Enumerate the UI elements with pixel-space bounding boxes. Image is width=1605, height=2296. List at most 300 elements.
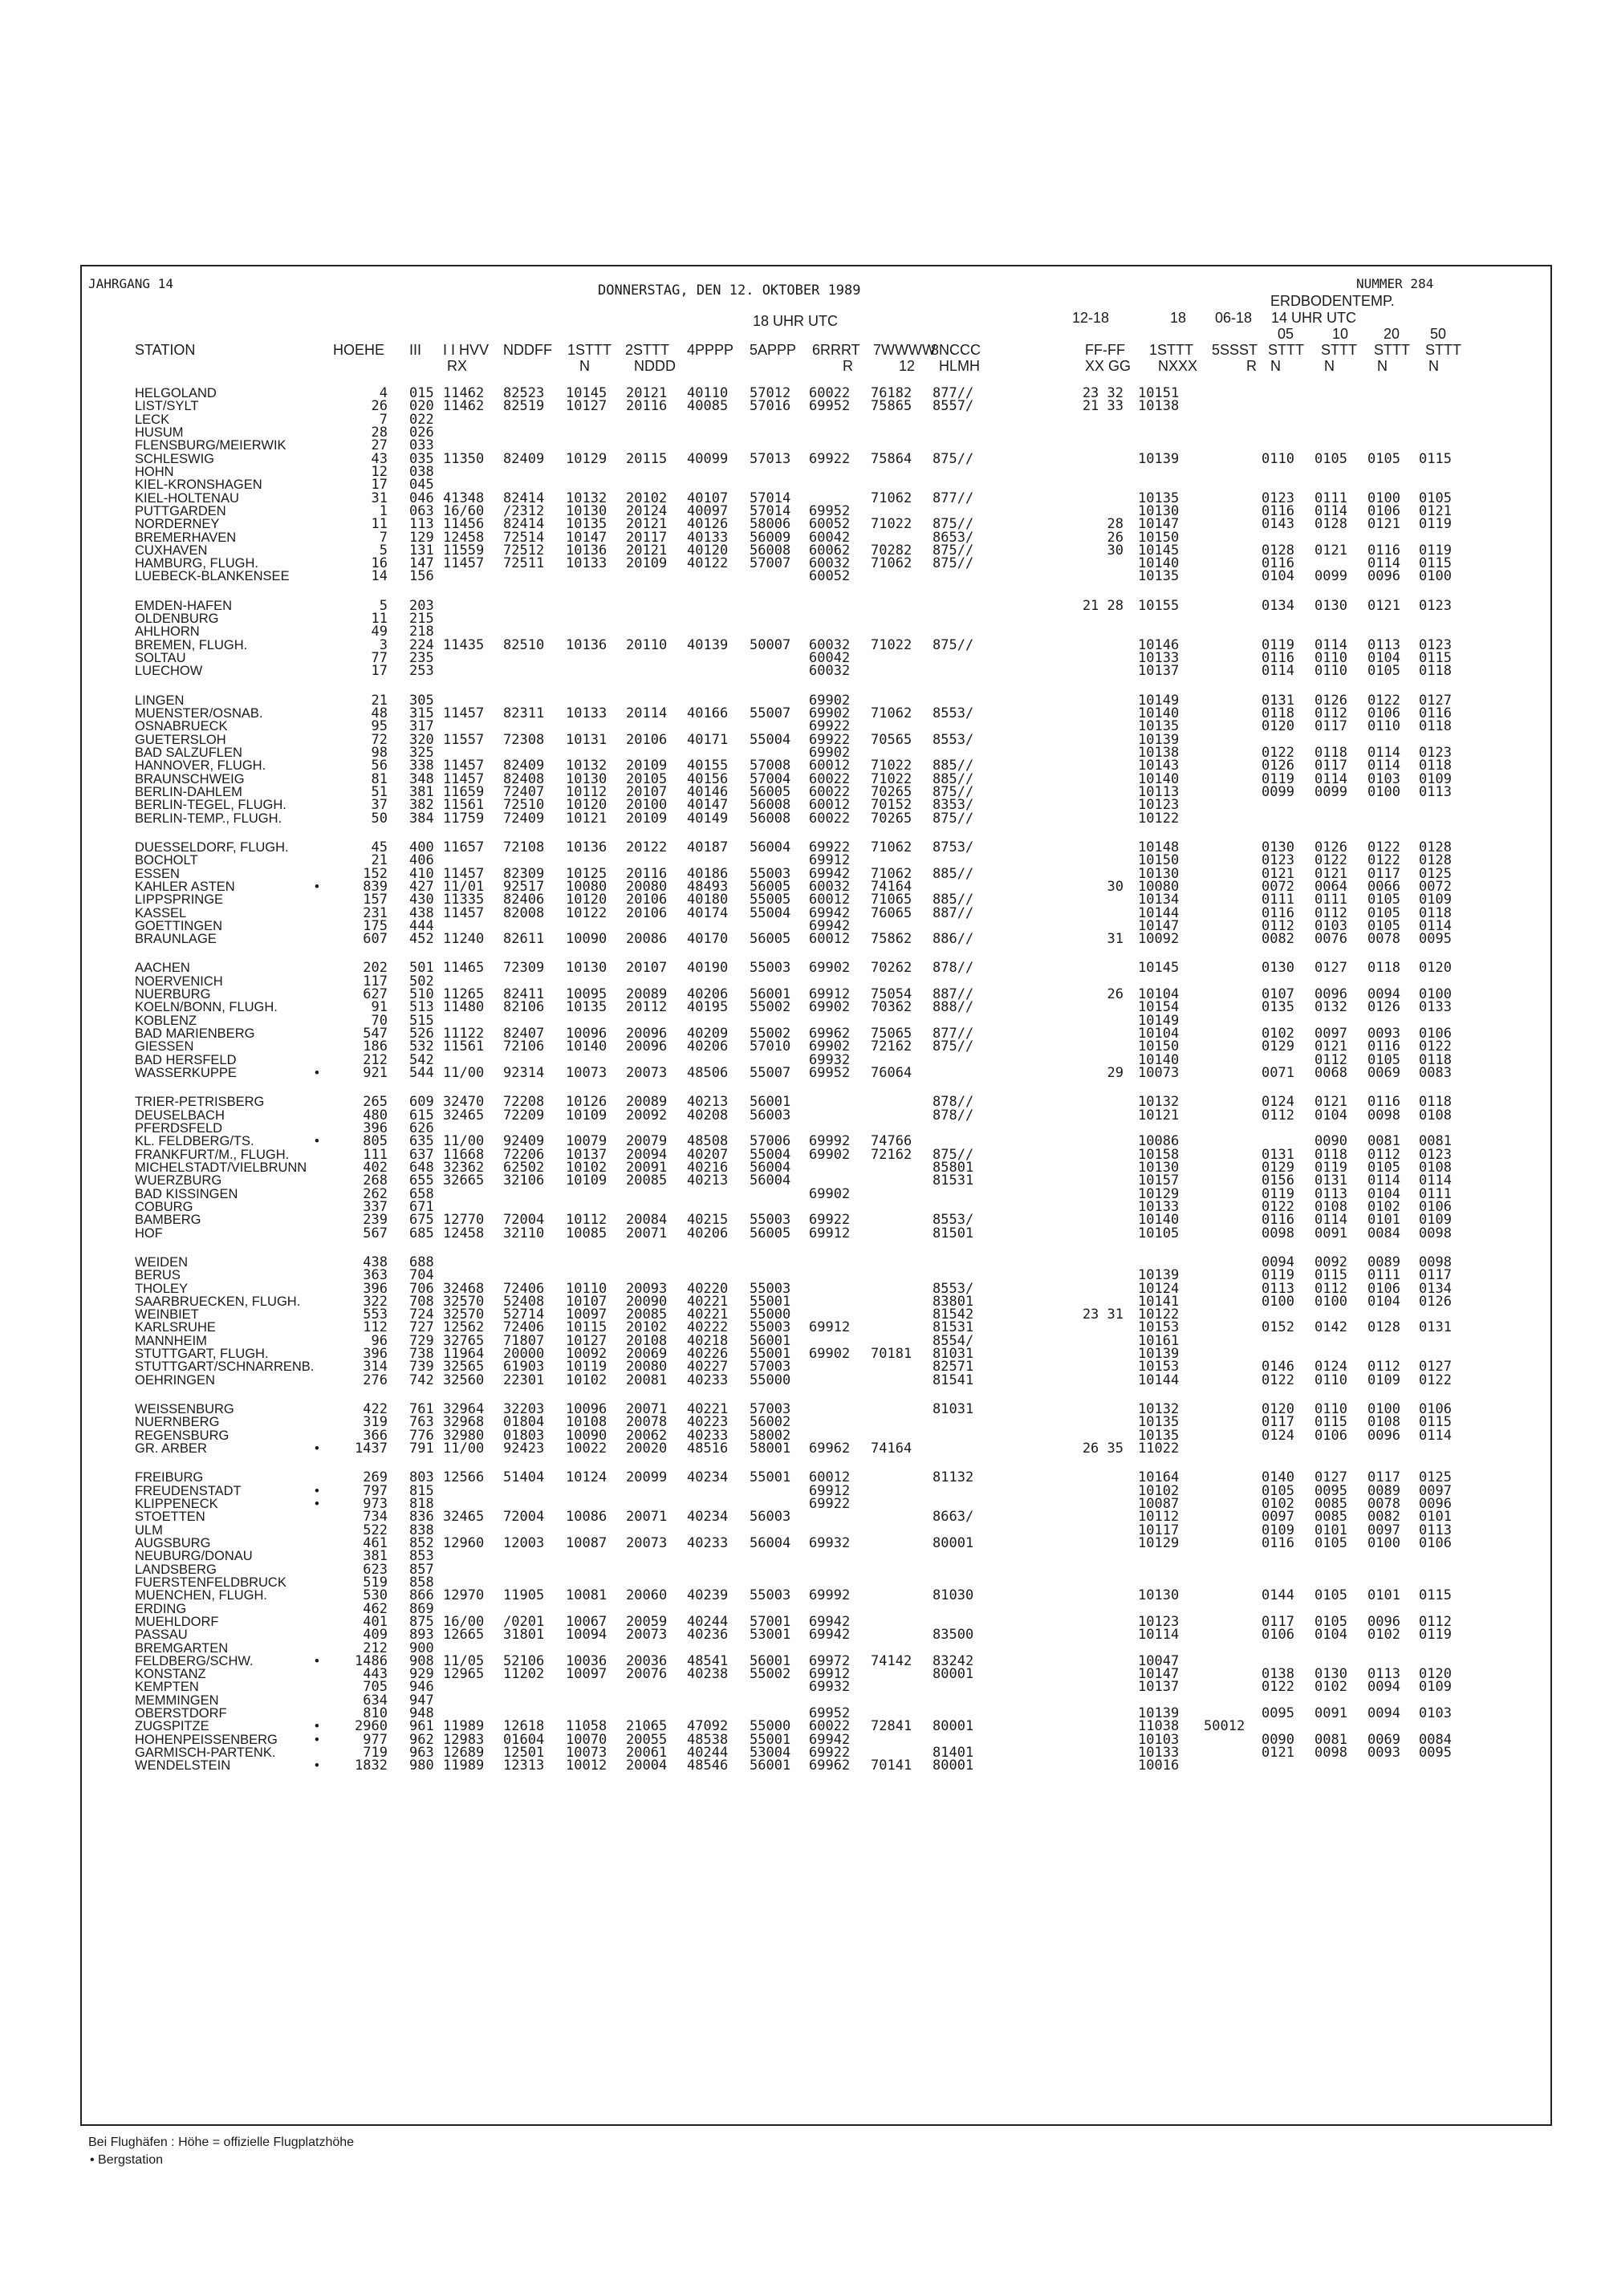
table-cell: 0106	[1419, 1026, 1452, 1042]
table-cell: 839	[363, 878, 388, 895]
table-cell: 0128	[1314, 516, 1347, 533]
table-cell: 11561	[443, 1038, 485, 1055]
station-name: CUXHAVEN	[135, 543, 208, 558]
table-cell: 75865	[871, 398, 912, 415]
table-cell: 878//	[933, 1094, 974, 1111]
depth-20: 20	[1384, 326, 1400, 342]
table-cell: 57010	[750, 1038, 791, 1055]
table-cell: 55005	[750, 892, 791, 908]
table-cell: 72209	[503, 1107, 545, 1124]
table-cell: 857	[409, 1561, 434, 1578]
table-cell: 530	[363, 1587, 388, 1604]
table-cell: 973	[363, 1496, 388, 1512]
table-cell: 61903	[503, 1359, 545, 1376]
table-cell: 69942	[809, 1613, 851, 1630]
table-cell: 0110	[1262, 450, 1294, 467]
table-cell: 810	[363, 1705, 388, 1722]
station-name: ZUGSPITZE	[135, 1719, 209, 1734]
table-cell: 56	[371, 758, 388, 774]
table-cell: 10012	[566, 1758, 607, 1774]
table-cell: 0122	[1262, 1198, 1294, 1215]
table-cell: 10109	[566, 1107, 607, 1124]
table-cell: 0083	[1419, 1065, 1452, 1082]
table-cell: 0117	[1367, 1469, 1400, 1486]
table-cell: 20090	[626, 1293, 668, 1310]
table-cell: 20116	[626, 865, 668, 882]
table-cell: 10127	[566, 1332, 607, 1349]
table-cell: 0122	[1262, 745, 1294, 761]
table-cell: 381	[409, 783, 434, 800]
table-cell: 69902	[809, 1038, 851, 1055]
table-cell: 553	[363, 1306, 388, 1323]
table-cell: 0119	[1262, 770, 1294, 787]
table-cell: 501	[409, 960, 434, 977]
col-12: 12	[899, 358, 916, 374]
table-cell: 0117	[1367, 865, 1400, 882]
table-cell: 402	[363, 1159, 388, 1176]
table-cell: 40244	[687, 1745, 729, 1762]
table-cell: 0100	[1419, 568, 1452, 585]
table-cell: 0097	[1314, 1026, 1347, 1042]
table-cell: 875//	[933, 810, 974, 827]
table-cell: 269	[363, 1469, 388, 1486]
table-cell: 526	[409, 1026, 434, 1042]
table-cell: 57014	[750, 490, 791, 506]
table-cell: 10114	[1138, 1627, 1180, 1644]
mountain-station-marker: •	[315, 1758, 319, 1774]
table-cell: 10147	[1138, 917, 1180, 934]
table-cell: 85801	[933, 1159, 974, 1176]
table-cell: 40206	[687, 986, 729, 1003]
table-cell: 10140	[1138, 555, 1180, 572]
table-cell: 55001	[750, 1469, 791, 1486]
station-name: HOHENPEISSENBERG	[135, 1732, 278, 1747]
station-name: BERLIN-TEMP., FLUGH.	[135, 811, 282, 826]
table-cell: 20106	[626, 731, 668, 748]
table-cell: 82311	[503, 705, 545, 722]
table-cell: 0120	[1262, 1401, 1294, 1418]
table-cell: 60032	[809, 663, 851, 680]
table-cell: 69912	[809, 1482, 851, 1499]
table-cell: 10140	[1138, 1051, 1180, 1068]
table-cell: 69932	[809, 1679, 851, 1696]
table-cell: 438	[363, 1254, 388, 1270]
table-cell: 55000	[750, 1306, 791, 1323]
station-name: KOELN/BONN, FLUGH.	[135, 1000, 278, 1015]
table-cell: 20100	[626, 797, 668, 814]
table-cell: 20085	[626, 1306, 668, 1323]
table-cell: 0076	[1314, 931, 1347, 948]
table-cell: 322	[363, 1293, 388, 1310]
table-cell: 11668	[443, 1146, 485, 1163]
table-cell: 82406	[503, 892, 545, 908]
station-name: OSNABRUECK	[135, 719, 228, 734]
table-cell: 0105	[1314, 1534, 1347, 1551]
table-cell: 56005	[750, 783, 791, 800]
table-cell: 0109	[1419, 1679, 1452, 1696]
table-cell: 11240	[443, 931, 485, 948]
table-cell: 10149	[1138, 1012, 1180, 1029]
table-cell: 704	[409, 1267, 434, 1284]
table-cell: 10147	[566, 529, 607, 546]
table-cell: 10130	[1138, 1159, 1180, 1176]
table-cell: 48508	[687, 1133, 729, 1150]
table-cell: 0115	[1419, 1414, 1452, 1431]
table-cell: 410	[409, 865, 434, 882]
table-cell: 452	[409, 931, 434, 948]
table-cell: 40207	[687, 1146, 729, 1163]
table-cell: 53001	[750, 1627, 791, 1644]
table-cell: 69952	[809, 398, 851, 415]
table-cell: 980	[409, 1758, 434, 1774]
table-cell: 877//	[933, 490, 974, 506]
table-cell: 0113	[1314, 1185, 1347, 1202]
table-cell: 55003	[750, 865, 791, 882]
table-cell: 32465	[443, 1509, 485, 1526]
table-cell: 615	[409, 1107, 434, 1124]
table-cell: 70265	[871, 810, 912, 827]
table-cell: 0094	[1367, 986, 1400, 1003]
table-cell: 71807	[503, 1332, 545, 1349]
table-cell: 10150	[1138, 529, 1180, 546]
table-cell: 0156	[1262, 1172, 1294, 1189]
table-cell: 92314	[503, 1065, 545, 1082]
table-cell: 32565	[443, 1359, 485, 1376]
table-cell: 20109	[626, 758, 668, 774]
table-cell: 40099	[687, 450, 729, 467]
table-cell: 0124	[1314, 1359, 1347, 1376]
table-cell: 69942	[809, 904, 851, 921]
table-cell: 10139	[1138, 731, 1180, 748]
table-cell: 0108	[1419, 1107, 1452, 1124]
table-cell: 60012	[809, 758, 851, 774]
table-cell: 0105	[1314, 1587, 1347, 1604]
table-cell: 8553/	[933, 705, 974, 722]
table-cell: 022	[409, 411, 434, 428]
table-cell: 43	[371, 450, 388, 467]
table-cell: 203	[409, 597, 434, 614]
table-cell: 57013	[750, 450, 791, 467]
table-cell: 0071	[1262, 1065, 1294, 1082]
table-cell: 0134	[1262, 597, 1294, 614]
table-cell: 56002	[750, 1414, 791, 1431]
table-cell: 443	[363, 1666, 388, 1683]
table-cell: 91	[371, 999, 388, 1016]
table-cell: 11964	[443, 1346, 485, 1363]
table-cell: 70282	[871, 542, 912, 559]
table-cell: 31	[1107, 931, 1124, 948]
table-cell: 0118	[1314, 1146, 1347, 1163]
table-cell: 797	[363, 1482, 388, 1499]
table-cell: 40221	[687, 1293, 729, 1310]
table-cell: 0118	[1419, 1094, 1452, 1111]
table-cell: 0066	[1367, 878, 1400, 895]
table-cell: 55002	[750, 1026, 791, 1042]
table-cell: 58001	[750, 1441, 791, 1457]
table-cell: 69902	[809, 692, 851, 709]
table-cell: 212	[363, 1640, 388, 1656]
table-cell: 0100	[1419, 986, 1452, 1003]
table-cell: 8554/	[933, 1332, 974, 1349]
table-cell: 10136	[566, 636, 607, 653]
table-cell: 10136	[566, 542, 607, 559]
table-cell: 0095	[1419, 931, 1452, 948]
table-cell: 10085	[566, 1225, 607, 1241]
col-n: N	[579, 358, 590, 374]
table-cell: 10139	[1138, 1346, 1180, 1363]
table-cell: 60022	[809, 810, 851, 827]
table-cell: 81531	[933, 1172, 974, 1189]
table-cell: 71022	[871, 516, 912, 533]
station-name: KIEL-KRONSHAGEN	[135, 477, 262, 493]
table-cell: 72841	[871, 1718, 912, 1735]
table-cell: 55003	[750, 1212, 791, 1229]
station-name: LANDSBERG	[135, 1562, 217, 1577]
table-cell: 10131	[566, 731, 607, 748]
table-cell: 11435	[443, 636, 485, 653]
table-cell: 0114	[1367, 745, 1400, 761]
table-cell: 56004	[750, 839, 791, 855]
col-r: R	[843, 358, 853, 374]
table-cell: 12970	[443, 1587, 485, 1604]
mountain-station-marker: •	[315, 879, 319, 894]
table-cell: 0118	[1367, 960, 1400, 977]
table-cell: 0082	[1367, 1509, 1400, 1526]
table-cell: 11905	[503, 1587, 545, 1604]
station-name: KOBLENZ	[135, 1013, 197, 1028]
table-cell: 0122	[1419, 1038, 1452, 1055]
table-cell: 10095	[566, 986, 607, 1003]
station-name: FRANKFURT/M., FLUGH.	[135, 1147, 290, 1162]
table-cell: 20109	[626, 810, 668, 827]
station-name: LIPPSPRINGE	[135, 892, 224, 908]
table-cell: 0102	[1367, 1198, 1400, 1215]
table-cell: 20089	[626, 1094, 668, 1111]
table-cell: 10132	[566, 490, 607, 506]
station-name: MUEHLDORF	[135, 1614, 219, 1629]
table-cell: 50007	[750, 636, 791, 653]
table-cell: 10135	[1138, 490, 1180, 506]
station-name: WEISSENBURG	[135, 1402, 234, 1417]
table-cell: 31	[371, 490, 388, 506]
col-n-10: N	[1324, 358, 1335, 374]
table-cell: 80001	[933, 1758, 974, 1774]
table-cell: 947	[409, 1692, 434, 1709]
table-cell: 75065	[871, 1026, 912, 1042]
table-cell: 675	[409, 1212, 434, 1229]
table-cell: 40147	[687, 797, 729, 814]
table-cell: 0114	[1314, 636, 1347, 653]
table-cell: 82409	[503, 450, 545, 467]
table-cell: 0091	[1314, 1705, 1347, 1722]
table-cell: 0111	[1419, 1185, 1452, 1202]
table-cell: 900	[409, 1640, 434, 1656]
table-cell: 11122	[443, 1026, 485, 1042]
table-cell: 0109	[1419, 892, 1452, 908]
station-name: BAD KISSINGEN	[135, 1186, 238, 1201]
station-name: HELGOLAND	[135, 386, 217, 400]
table-cell: 40226	[687, 1346, 729, 1363]
table-cell: 10104	[1138, 986, 1180, 1003]
station-name: MICHELSTADT/VIELBRUNN	[135, 1160, 307, 1175]
table-cell: 69942	[809, 1731, 851, 1748]
table-cell: 0118	[1419, 718, 1452, 735]
table-cell: 0090	[1262, 1731, 1294, 1748]
table-cell: 10129	[566, 450, 607, 467]
range-12-18: 12-18	[1072, 310, 1110, 326]
table-cell: 112	[363, 1319, 388, 1336]
col-nddd: NDDD	[634, 358, 676, 374]
depth-10: 10	[1332, 326, 1349, 342]
table-cell: 5	[379, 597, 388, 614]
table-cell: 60062	[809, 542, 851, 559]
table-cell: 0093	[1367, 1026, 1400, 1042]
table-cell: 131	[409, 542, 434, 559]
table-cell: 212	[363, 1051, 388, 1068]
col-station: STATION	[135, 342, 196, 358]
table-cell: 10133	[566, 705, 607, 722]
table-cell: 0109	[1419, 770, 1452, 787]
table-cell: 10135	[1138, 1427, 1180, 1444]
table-cell: 55001	[750, 1293, 791, 1310]
col-iii: III	[409, 342, 422, 358]
table-cell: 0101	[1367, 1587, 1400, 1604]
table-cell: 0123	[1419, 1146, 1452, 1163]
table-cell: 10143	[1138, 758, 1180, 774]
station-name: HAMBURG, FLUGH.	[135, 556, 259, 571]
table-cell: 033	[409, 437, 434, 454]
table-cell: 10140	[1138, 770, 1180, 787]
table-cell: 57004	[750, 770, 791, 787]
table-cell: 21 33	[1082, 398, 1124, 415]
table-cell: 72206	[503, 1146, 545, 1163]
table-cell: 57016	[750, 398, 791, 415]
table-cell: 23 32	[1082, 385, 1124, 401]
station-name: LUECHOW	[135, 664, 203, 679]
table-cell: 56008	[750, 797, 791, 814]
table-cell: 40170	[687, 931, 729, 948]
table-cell: 0112	[1262, 1107, 1294, 1124]
table-cell: 063	[409, 502, 434, 519]
col-r2: R	[1246, 358, 1257, 374]
table-cell: 0092	[1314, 1254, 1347, 1270]
table-cell: 0116	[1262, 904, 1294, 921]
table-cell: 10145	[1138, 960, 1180, 977]
table-cell: 56001	[750, 1652, 791, 1669]
table-cell: 893	[409, 1627, 434, 1644]
table-cell: 74142	[871, 1652, 912, 1669]
table-cell: 69902	[809, 1185, 851, 1202]
table-cell: 396	[363, 1346, 388, 1363]
station-name: PFERDSFELD	[135, 1121, 223, 1136]
range-06-18: 06-18	[1215, 310, 1253, 326]
table-cell: 422	[363, 1401, 388, 1418]
table-cell: 32470	[443, 1094, 485, 1111]
station-name: BREMERHAVEN	[135, 530, 237, 545]
table-cell: 875//	[933, 516, 974, 533]
table-cell: 1437	[355, 1441, 388, 1457]
station-name: BERLIN-TEGEL, FLUGH.	[135, 798, 286, 813]
table-cell: 875//	[933, 1146, 974, 1163]
col-n-50: N	[1428, 358, 1439, 374]
table-cell: 0101	[1314, 1522, 1347, 1538]
table-cell: 0106	[1419, 1534, 1452, 1551]
table-cell: 14	[371, 568, 388, 585]
table-cell: 47092	[687, 1718, 729, 1735]
table-cell: 0082	[1262, 931, 1294, 948]
col-xxgg: XX GG	[1085, 358, 1132, 374]
table-cell: 20107	[626, 783, 668, 800]
table-cell: 885//	[933, 865, 974, 882]
table-cell: 83242	[933, 1652, 974, 1669]
table-cell: 12965	[443, 1666, 485, 1683]
table-cell: 20085	[626, 1172, 668, 1189]
station-name: BOCHOLT	[135, 853, 198, 868]
table-cell: 20084	[626, 1212, 668, 1229]
table-cell: 11265	[443, 986, 485, 1003]
table-cell: 0138	[1262, 1666, 1294, 1683]
table-cell: 40120	[687, 542, 729, 559]
station-name: OLDENBURG	[135, 612, 219, 627]
table-cell: 10125	[566, 865, 607, 882]
table-cell: 885//	[933, 758, 974, 774]
table-cell: 48	[371, 705, 388, 722]
table-cell: 10119	[566, 1359, 607, 1376]
station-name: REGENSBURG	[135, 1428, 230, 1443]
table-cell: 0104	[1367, 1185, 1400, 1202]
table-cell: 40238	[687, 1666, 729, 1683]
table-cell: 10132	[1138, 1094, 1180, 1111]
table-cell: 0104	[1314, 1107, 1347, 1124]
table-cell: 60052	[809, 568, 851, 585]
table-cell: 887//	[933, 904, 974, 921]
table-cell: 0115	[1419, 450, 1452, 467]
table-cell: 035	[409, 450, 434, 467]
table-cell: 10102	[566, 1372, 607, 1388]
table-cell: 71022	[871, 758, 912, 774]
table-cell: 0126	[1314, 692, 1347, 709]
table-cell: 40107	[687, 490, 729, 506]
table-cell: 0103	[1314, 917, 1347, 934]
table-cell: 803	[409, 1469, 434, 1486]
table-cell: 157	[363, 892, 388, 908]
table-cell: 60042	[809, 650, 851, 667]
table-cell: 11457	[443, 758, 485, 774]
table-cell: 20004	[626, 1758, 668, 1774]
table-cell: 10121	[566, 810, 607, 827]
table-cell: 10067	[566, 1613, 607, 1630]
table-cell: 69902	[809, 745, 851, 761]
table-cell: 77	[371, 650, 388, 667]
table-cell: /2312	[503, 502, 545, 519]
table-cell: 56001	[750, 1332, 791, 1349]
col-1sttt-max: 1STTT	[1149, 342, 1194, 358]
table-cell: 0104	[1367, 650, 1400, 667]
table-cell: 40180	[687, 892, 729, 908]
station-name: KL. FELDBERG/TS.	[135, 1134, 254, 1149]
table-cell: 0131	[1419, 1319, 1452, 1336]
col-hoehe: HOEHE	[333, 342, 385, 358]
table-cell: 0116	[1262, 555, 1294, 572]
table-cell: 0084	[1419, 1731, 1452, 1748]
table-cell: 0146	[1262, 1359, 1294, 1376]
table-cell: 10132	[566, 758, 607, 774]
table-cell: 52106	[503, 1652, 545, 1669]
table-cell: 0111	[1367, 1267, 1400, 1284]
col-nxxx: NXXX	[1158, 358, 1198, 374]
table-cell: 875//	[933, 1038, 974, 1055]
station-name: MEMMINGEN	[135, 1693, 219, 1708]
